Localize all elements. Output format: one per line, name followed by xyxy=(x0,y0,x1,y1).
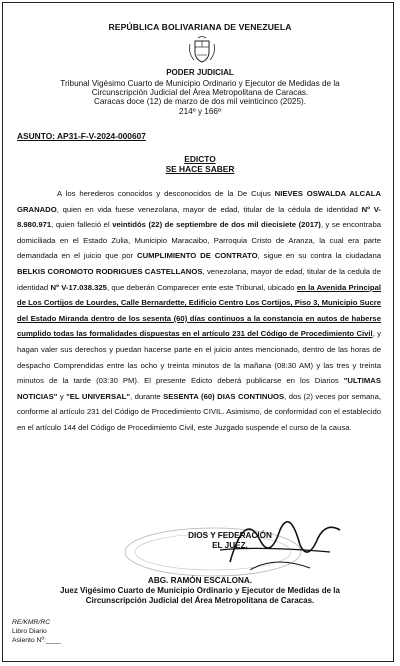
body-text: , durante xyxy=(130,391,164,401)
years-line: 214º y 166º xyxy=(179,106,221,116)
court-address: en la Avenida Principal de Los Cortijos de Lourdes, Calle Bernardette, Edificio Centro Los Cortijos, Piso 3, Municipio Sucre del Estado Miranda dentro de los sesenta (60) días continuos a la constancia en autos de haberse cumplido todas las formalidades dispuestas en el artículo 231 del Código de Procedimiento Civil xyxy=(17,282,382,339)
body-text: , quien falleció el xyxy=(51,220,113,230)
plaintiff-id: Nº V-17.038.325 xyxy=(50,282,107,292)
case-number: ASUNTO: AP31-F-V-2024-000607 xyxy=(17,131,146,141)
libro-diario: Libro Diario xyxy=(12,628,47,635)
edicto-title-block xyxy=(0,154,400,174)
body-text: A los herederos conocidos y desconocidos de la De Cujus xyxy=(57,189,275,198)
tribunal-heading xyxy=(10,79,390,116)
body-text: , y se encontraba domiciliada en el Estado Zulia, Municipio Maracaibo, Parroquia Cristo de Aranza, la cual era parte demandada en el juicio que por xyxy=(17,220,381,261)
edicto-title: EDICTO xyxy=(184,154,216,164)
republic-heading: REPÚBLICA BOLIVARIANA DE VENEZUELA xyxy=(108,22,292,32)
body-text: y xyxy=(57,391,67,401)
poder-judicial-heading: PODER JUDICIAL xyxy=(166,68,234,77)
judge-title-line: Circunscripción Judicial del Área Metropolitana de Caracas. xyxy=(85,595,315,605)
judge-title xyxy=(10,586,390,605)
edicto-subtitle: SE HACE SABER xyxy=(165,164,235,174)
footer-notes xyxy=(12,618,61,645)
body-text: , quien en vida fuese venezolana, mayor de edad, titular de la cédula de identidad xyxy=(56,204,362,214)
id-number: Nº V-8.980.971 xyxy=(17,204,381,230)
date-line: Caracas doce (12) de marzo de dos mil veinticinco (2025). xyxy=(93,97,307,107)
coat-of-arms-icon xyxy=(186,35,218,65)
plaintiff-name: BELKIS COROMOTO RODRIGUES CASTELLANOS xyxy=(17,266,203,276)
closing-line: DIOS Y FEDERACIÓN xyxy=(188,531,272,540)
death-date: veintidós (22) de septiembre de dos mil diecisiete (2017) xyxy=(112,220,321,230)
tribunal-line: Circunscripción Judicial del Área Metropolitana de Caracas. xyxy=(91,88,309,98)
initials: RE/KMR/RC xyxy=(12,619,51,626)
judge-title-line: Juez Vigésimo Cuarto de Municipio Ordinario y Ejecutor de Medidas de la xyxy=(60,586,340,595)
body-text: , y hagan valer sus derechos y puedan hacerse parte en el juicio antes mencionado, dentro de las horas de despacho Comprendidas entre las ocho y treinta minutos de la mañana (08:30 AM) y las tres y treinta minutos de la tarde (03:30 PM). El presente Edicto deberá publicarse en los Diarios xyxy=(17,329,381,386)
asiento: Asiento Nº:____ xyxy=(12,637,61,644)
deceased-name: NIEVES OSWALDA ALCALA GRANADO xyxy=(17,189,381,214)
publication-period: SESENTA (60) DIAS CONTINUOS xyxy=(163,391,285,401)
case-type: CUMPLIMIENTO DE CONTRATO xyxy=(137,251,258,261)
edict-body xyxy=(17,186,381,436)
newspaper-1: "ULTIMAS NOTICIAS" xyxy=(17,376,381,401)
tribunal-line: Tribunal Vigésimo Cuarto de Municipio Ordinario y Ejecutor de Medidas de la xyxy=(60,79,340,88)
body-text: , que deberán Comparecer ente este Tribunal, ubicado xyxy=(106,282,297,292)
judge-name: ABG. RAMÓN ESCALONA. xyxy=(147,576,253,585)
closing-block xyxy=(150,531,310,550)
closing-line: EL JUEZ, xyxy=(212,540,248,550)
newspaper-2: "EL UNIVERSAL" xyxy=(66,391,130,401)
body-text: , venezolana, mayor de edad, titular de la cedula de identidad xyxy=(17,266,381,292)
body-text: , sigue en su contra la ciudadana xyxy=(257,251,381,261)
body-text: , dos (2) veces por semana, conforme al artículo 231 del Código de Procedimiento CIVIL. Asimismo, de conformidad con el establecido en el artículo 144 del Código de Procedimiento Civil, este Juzgado suspende el curso de la causa. xyxy=(17,391,381,432)
